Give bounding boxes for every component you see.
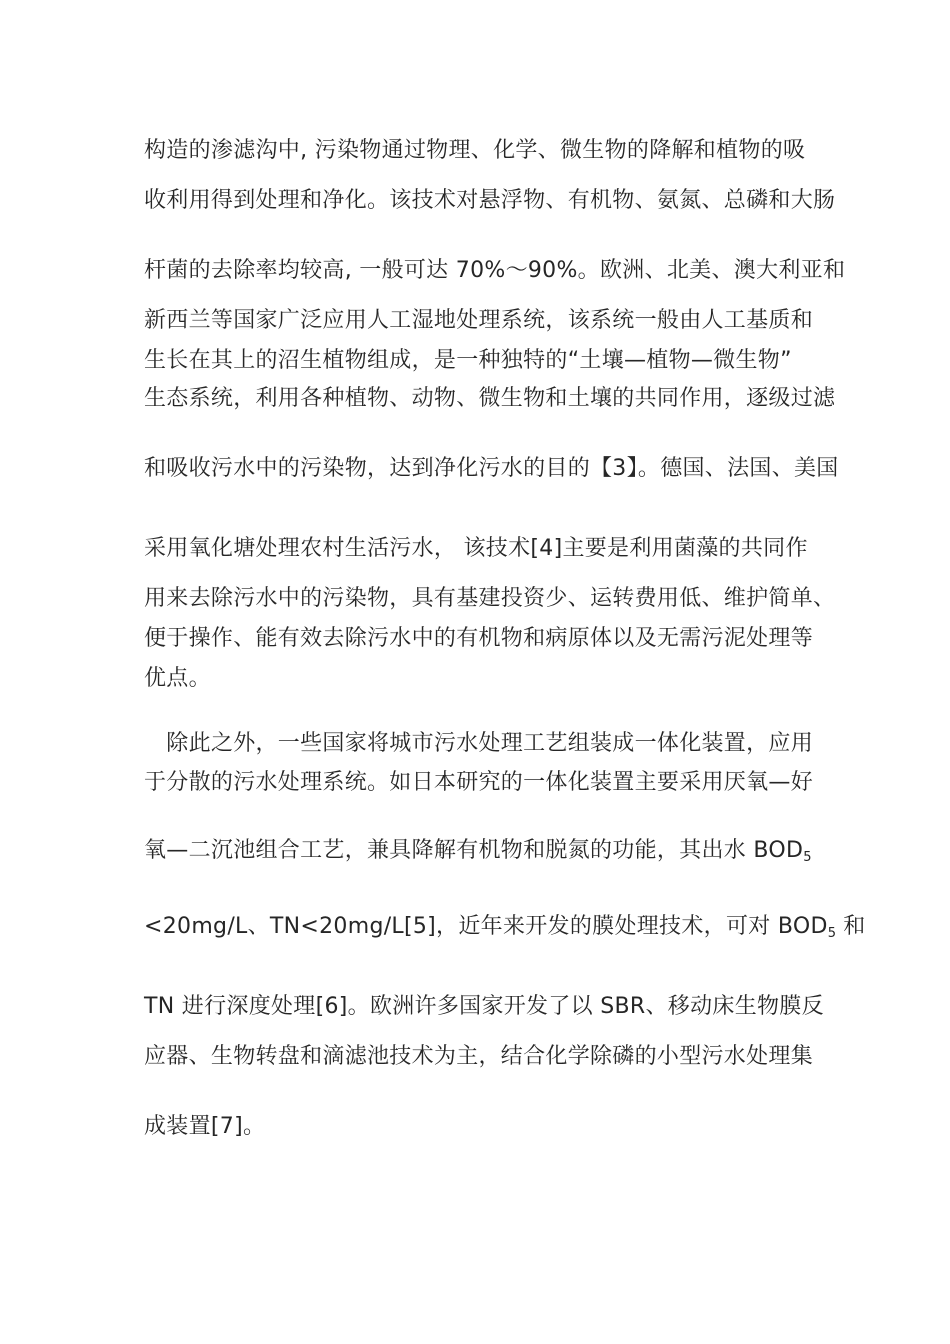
paragraph-start-line: 除此之外，一些国家将城市污水处理工艺组装成一体化装置，应用 [144,731,814,756]
text-line: 成装置[7]。 [144,1114,266,1139]
text-line: 收利用得到处理和净化。该技术对悬浮物、有机物、氨氮、总磷和大肠 [144,188,836,213]
limits-line-text: <20mg/L、TN<20mg/L[5]，近年来开发的膜处理技术，可对 BOD [144,914,828,939]
text-line: 于分散的污水处理系统。如日本研究的一体化装置主要采用厌氧—好 [144,770,814,795]
text-line: 采用氧化塘处理农村生活污水， 该技术[4]主要是利用菌藻的共同作 [144,536,808,561]
text-line: 应器、生物转盘和滴滤池技术为主，结合化学除磷的小型污水处理集 [144,1044,814,1069]
text-line: 优点。 [144,666,211,691]
bod-subscript: 5 [827,926,836,941]
text-line: 杆菌的去除率均较高, 一般可达 70%～90%。欧洲、北美、澳大利亚和 [144,258,846,283]
bod-subscript: 5 [803,850,812,865]
bod-line-text: 氧—二沉池组合工艺，兼具降解有机物和脱氮的功能，其出水 BOD [144,838,804,863]
text-line: 新西兰等国家广泛应用人工湿地处理系统，该系统一般由人工基质和 [144,308,814,333]
text-line: 便于操作、能有效去除污水中的有机物和病原体以及无需污泥处理等 [144,626,814,651]
text-line: 生态系统，利用各种植物、动物、微生物和土壤的共同作用，逐级过滤 [144,386,836,411]
text-line: 生长在其上的沼生植物组成，是一种独特的“土壤—植物—微生物” [144,348,792,373]
text-line: 构造的渗滤沟中, 污染物通过物理、化学、微生物的降解和植物的吸 [144,138,806,163]
text-line: TN 进行深度处理[6]。欧洲许多国家开发了以 SBR、移动床生物膜反 [144,994,824,1019]
text-line-bod [144,836,814,873]
text-line: 和吸收污水中的污染物，达到净化污水的目的【3】。德国、法国、美国 [144,456,839,481]
text-line-limits [144,912,866,949]
limits-line-tail: 和 [835,914,866,939]
text-line: 用来去除污水中的污染物，具有基建投资少、运转费用低、维护简单、 [144,586,836,611]
